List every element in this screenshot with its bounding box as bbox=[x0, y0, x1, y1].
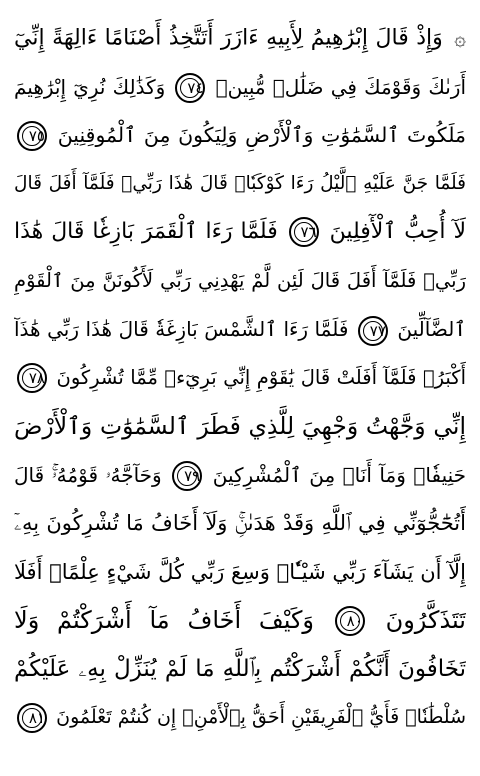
ayah-number-marker: ٨١ bbox=[17, 703, 47, 733]
verse-text: إِنِّي وَجَّهْتُ وَجْهِيَ لِلَّذِي فَطَرَ ٱلسَّمَٰوَٰتِ وَٱلْأَرْضَ bbox=[14, 412, 466, 440]
verse-line bbox=[14, 257, 466, 306]
ayah-number-marker: ٧٥ bbox=[17, 121, 47, 151]
ayah-number-marker: ٨٠ bbox=[335, 606, 365, 636]
verse-line bbox=[14, 305, 466, 354]
ayah-number-marker: ٧٨ bbox=[17, 363, 47, 393]
verse-line bbox=[14, 451, 466, 500]
verse-text: فَلَمَّا جَنَّ عَلَيْهِ ٱلَّيْلُ رَءَا كَوْكَبٗاۖ قَالَ هَٰذَا رَبِّيۖ فَلَمَّآ أَفَلَ قَالَ bbox=[14, 172, 466, 194]
ayah-number-marker: ٧٤ bbox=[175, 73, 205, 103]
verse-text: حَنِيفٗاۖ وَمَآ أَنَا۠ مِنَ ٱلْمُشْرِكِينَ bbox=[212, 462, 466, 487]
ayah-number-marker: ٧٦ bbox=[289, 217, 319, 247]
verse-line bbox=[14, 160, 466, 209]
verse-text: ٱلضَّآلِّينَ bbox=[397, 317, 466, 341]
ayah-number-marker: ٧٩ bbox=[172, 461, 202, 491]
verse-line bbox=[14, 499, 466, 548]
verse-text: سُلْطَٰنٗاۚ فَأَيُّ ٱلْفَرِيقَيْنِ أَحَقُّ بِٱلْأَمْنِۖ إِن كُنتُمْ تَعْلَمُونَ bbox=[56, 706, 466, 728]
verse-line bbox=[14, 354, 466, 403]
verse-text: وَحَآجَّهُۥ قَوْمُهُۥۚ قَالَ bbox=[14, 462, 162, 487]
verse-line bbox=[14, 14, 466, 63]
verse-text: فَلَمَّا رَءَا ٱلشَّمْسَ بَازِغَةٗ قَالَ هَٰذَا رَبِّي هَٰذَآ bbox=[14, 317, 349, 341]
verse-text: لَآ أُحِبُّ ٱلْأٓفِلِينَ bbox=[329, 219, 466, 244]
verse-text: فَلَمَّا رَءَا ٱلْقَمَرَ بَازِغٗا قَالَ هَٰذَا bbox=[14, 219, 278, 244]
verse-text: أَتُحَٰٓجُّوٓنِّي فِي ٱللَّهِ وَقَدْ هَدَىٰنِۚ وَلَآ أَخَافُ مَا تُشْرِكُونَ بِهِۦٓ bbox=[14, 511, 466, 535]
ayah-number-marker: ٧٧ bbox=[358, 316, 388, 346]
verse-line bbox=[14, 548, 466, 597]
verse-text: أَكْبَرُۖ فَلَمَّآ أَفَلَتْ قَالَ يَٰقَوْمِ إِنِّي بَرِيٓءٞ مِّمَّا تُشْرِكُونَ bbox=[56, 365, 466, 389]
verse-line bbox=[14, 63, 466, 112]
verse-text: أَرَىٰكَ وَقَوْمَكَ فِي ضَلَٰلٖ مُّبِينٖ bbox=[215, 74, 466, 99]
verse-text: رَبِّيۖ فَلَمَّآ أَفَلَ قَالَ لَئِن لَّمْ يَهْدِنِي رَبِّي لَأَكُونَنَّ مِنَ ٱلْقَوْمِ bbox=[14, 268, 466, 292]
verse-line bbox=[14, 596, 466, 645]
verse-text: تَتَذَكَّرُونَ bbox=[385, 606, 466, 634]
hizb-marker-icon: ۞ bbox=[454, 26, 466, 50]
verse-line bbox=[14, 402, 466, 451]
verse-text: وَكَذَٰلِكَ نُرِيٓ إِبْرَٰهِيمَ bbox=[14, 74, 166, 99]
verse-line bbox=[14, 208, 466, 257]
verse-line bbox=[14, 693, 466, 742]
verse-text: تَخَافُونَ أَنَّكُمْ أَشْرَكْتُم بِٱللَّهِ مَا لَمْ يُنَزِّلْ بِهِۦ عَلَيْكُمْ bbox=[14, 655, 466, 682]
verse-lines bbox=[14, 14, 466, 742]
verse-text: وَكَيْفَ أَخَافُ مَآ أَشْرَكْتُمْ وَلَا bbox=[14, 606, 315, 634]
verse-text: مَلَكُوتَ ٱلسَّمَٰوَٰتِ وَٱلْأَرْضِ وَلِيَكُونَ مِنَ ٱلْمُوقِنِينَ bbox=[57, 123, 466, 147]
verse-line bbox=[14, 645, 466, 694]
verse-text: إِلَّآ أَن يَشَآءَ رَبِّي شَيْـٔٗاۚ وَسِعَ رَبِّي كُلَّ شَيْءٍ عِلْمًاۚ أَفَلَا bbox=[14, 559, 466, 584]
verse-line bbox=[14, 111, 466, 160]
verse-text: وَإِذْ قَالَ إِبْرَٰهِيمُ لِأَبِيهِ ءَازَرَ أَتَتَّخِذُ أَصْنَامًا ءَالِهَةً إِنِّيٓ bbox=[14, 25, 443, 51]
